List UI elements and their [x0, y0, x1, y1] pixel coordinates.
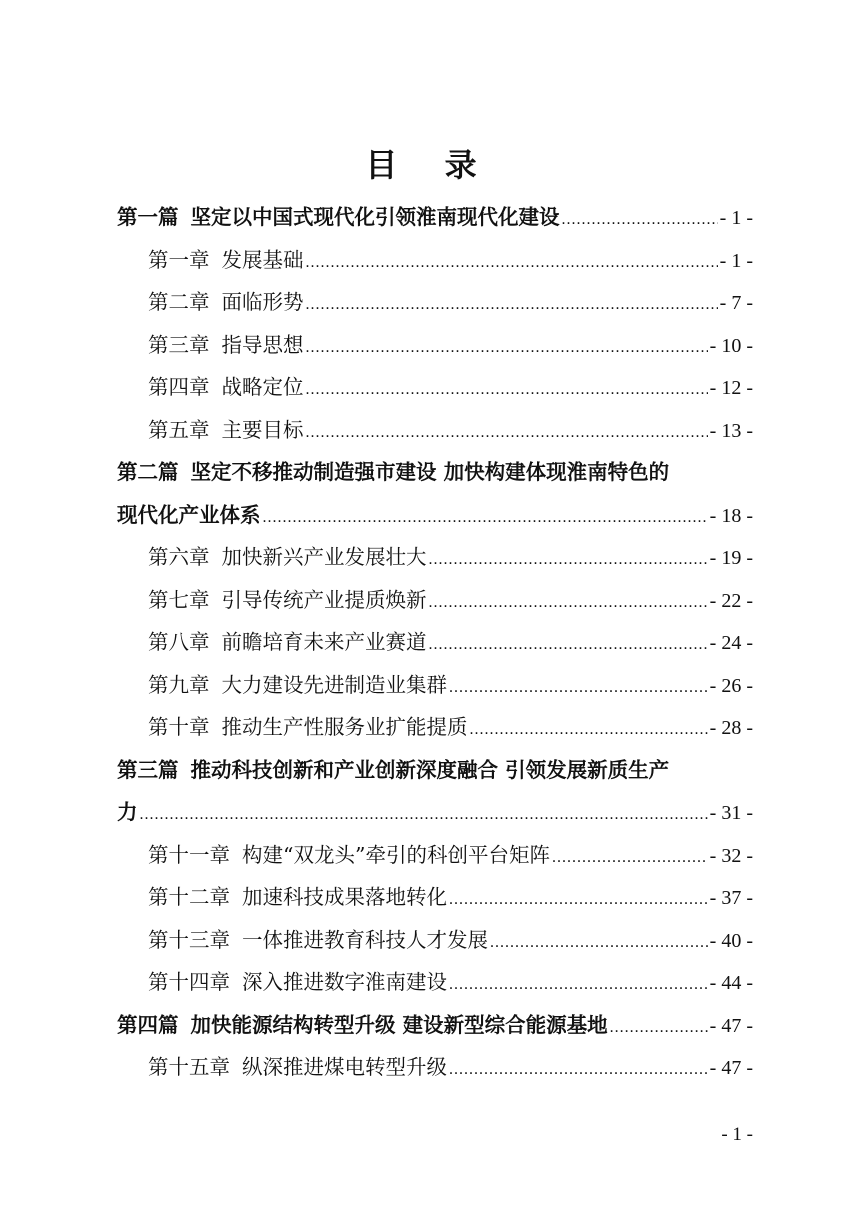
toc-part-entry[interactable]: [117, 1004, 753, 1047]
toc-chapter-entry[interactable]: [117, 706, 753, 749]
toc-chapter-entry[interactable]: [117, 1046, 753, 1089]
toc-entry-page: - 47 -: [709, 1014, 753, 1037]
toc-entry-title: 战略定位: [221, 375, 304, 399]
toc-entry-label: [117, 791, 138, 834]
toc-entry-number: 第一章: [148, 247, 210, 272]
toc-chapter-entry[interactable]: [117, 324, 753, 367]
toc-entry-title: 现代化产业体系: [117, 502, 261, 527]
toc-chapter-entry[interactable]: [117, 409, 753, 452]
toc-entry-label: [117, 1004, 608, 1047]
toc-entry-page: - 26 -: [709, 674, 753, 697]
toc-leader-dots: [306, 369, 708, 412]
toc-entry-title: 引导传统产业提质焕新: [221, 587, 427, 612]
toc-leader-dots: [306, 242, 718, 285]
toc-chapter-entry[interactable]: [117, 579, 753, 622]
toc-entry-label: [148, 834, 550, 877]
toc-entry-page: - 7 -: [719, 292, 753, 314]
toc-leader-dots: [610, 1007, 708, 1050]
toc-entry-number: 第一篇: [117, 205, 179, 229]
toc-entry-page: - 40 -: [709, 929, 753, 952]
toc-leader-dots: [552, 837, 708, 880]
toc-part-entry[interactable]: [117, 791, 753, 834]
toc-entry-title: 纵深推进煤电转型升级: [242, 1055, 447, 1079]
toc-entry-number: 第十章: [148, 715, 210, 739]
toc-chapter-entry[interactable]: [117, 366, 753, 409]
page-number: - 1 -: [721, 1124, 753, 1145]
toc-entry-title: 前瞻培育未来产业赛道: [221, 630, 427, 654]
toc-leader-dots: [306, 412, 708, 455]
toc-entry-label: [148, 876, 447, 919]
toc-chapter-entry[interactable]: [117, 281, 753, 324]
toc-entry-page: - 31 -: [709, 802, 753, 824]
toc-entry-number: 第三章: [148, 332, 210, 357]
toc-entry-title: 发展基础: [221, 247, 304, 272]
toc-entry-page: - 12 -: [709, 377, 753, 399]
toc-leader-dots: [306, 327, 708, 370]
toc-entry-number: 第二章: [148, 290, 210, 314]
toc-entry-page: - 18 -: [709, 504, 753, 527]
toc-entry-title: 推动生产性服务业扩能提质: [221, 715, 468, 739]
toc-chapter-entry[interactable]: [117, 239, 753, 282]
toc-chapter-entry[interactable]: [117, 834, 753, 877]
toc-entry-number: 第八章: [148, 630, 210, 654]
toc-leader-dots: [449, 667, 708, 710]
toc-entry-number: 第七章: [148, 587, 210, 612]
toc-entry-number: 第四篇: [117, 1012, 179, 1037]
toc-entry-label: [148, 664, 447, 707]
toc-entry-label: [117, 749, 753, 792]
toc-leader-dots: [490, 922, 708, 965]
toc-entry-label: [148, 281, 304, 324]
toc-entry-title: 加快能源结构转型升级 建设新型综合能源基地: [190, 1012, 608, 1037]
toc-entry-page: - 13 -: [709, 419, 753, 442]
toc-entry-number: 第十二章: [148, 885, 230, 909]
toc-entry-title: 指导思想: [221, 332, 304, 357]
toc-entry-number: 第二篇: [117, 460, 179, 484]
toc-entry-title: 深入推进数字淮南建设: [242, 970, 447, 994]
toc-entry-title: 构建“双龙头”牵引的科创平台矩阵: [242, 842, 550, 867]
toc-entry-number: 第三篇: [117, 757, 179, 782]
toc-entry-title: 面临形势: [221, 290, 304, 314]
toc-entry-label: [117, 494, 261, 537]
toc-chapter-entry[interactable]: [117, 876, 753, 919]
toc-entry-label: [148, 1046, 447, 1089]
toc-part-entry[interactable]: [117, 451, 753, 494]
toc-entry-page: - 1 -: [719, 207, 753, 229]
toc-entry-title: 加速科技成果落地转化: [242, 885, 447, 909]
toc-part-entry[interactable]: [117, 196, 753, 239]
toc-chapter-entry[interactable]: [117, 919, 753, 962]
toc-entry-number: 第十五章: [148, 1055, 230, 1079]
toc-leader-dots: [429, 539, 708, 582]
toc-entry-label: [148, 324, 304, 367]
toc-entry-title: 大力建设先进制造业集群: [221, 672, 447, 697]
toc-entry-page: - 19 -: [709, 547, 753, 569]
toc-leader-dots: [429, 624, 708, 667]
table-of-contents: [117, 196, 753, 1089]
toc-chapter-entry[interactable]: [117, 664, 753, 707]
toc-entry-label: [148, 536, 427, 579]
toc-chapter-entry[interactable]: [117, 621, 753, 664]
toc-entry-title: 一体推进教育科技人才发展: [242, 927, 488, 952]
toc-entry-title: 加快新兴产业发展壮大: [221, 545, 427, 569]
toc-entry-label: [148, 239, 304, 282]
toc-leader-dots: [306, 284, 718, 327]
toc-entry-page: - 1 -: [719, 249, 753, 272]
toc-entry-page: - 37 -: [709, 887, 753, 909]
toc-entry-label: [148, 366, 304, 409]
toc-entry-page: - 32 -: [709, 844, 753, 867]
toc-entry-label: [148, 961, 447, 1004]
toc-entry-number: 第九章: [148, 672, 210, 697]
toc-chapter-entry[interactable]: [117, 536, 753, 579]
toc-entry-page: - 24 -: [709, 632, 753, 654]
toc-entry-label: [148, 579, 427, 622]
toc-entry-title: 推动科技创新和产业创新深度融合 引领发展新质生产: [190, 757, 670, 782]
toc-entry-label: [148, 919, 488, 962]
toc-entry-page: - 22 -: [709, 589, 753, 612]
toc-entry-number: 第四章: [148, 375, 210, 399]
toc-leader-dots: [429, 582, 708, 625]
toc-leader-dots: [140, 794, 708, 837]
toc-entry-title: 主要目标: [221, 417, 304, 442]
toc-entry-label: [148, 621, 427, 664]
toc-entry-number: 第六章: [148, 545, 210, 569]
toc-leader-dots: [449, 1049, 708, 1092]
toc-entry-label: [117, 196, 560, 239]
toc-leader-dots: [470, 709, 708, 752]
toc-part-entry[interactable]: [117, 494, 753, 537]
toc-entry-page: - 44 -: [709, 972, 753, 994]
toc-leader-dots: [449, 964, 708, 1007]
toc-entry-title: 力: [117, 800, 138, 824]
toc-entry-title: 坚定以中国式现代化引领淮南现代化建设: [190, 205, 560, 229]
toc-entry-number: 第十三章: [148, 927, 230, 952]
page-title: 目 录: [365, 146, 495, 184]
toc-entry-number: 第十一章: [148, 842, 230, 867]
toc-leader-dots: [562, 199, 718, 242]
toc-entry-number: 第十四章: [148, 970, 230, 994]
toc-entry-page: - 47 -: [709, 1057, 753, 1079]
toc-leader-dots: [449, 879, 708, 922]
toc-entry-page: - 10 -: [709, 334, 753, 357]
toc-leader-dots: [263, 497, 708, 540]
toc-entry-number: 第五章: [148, 417, 210, 442]
toc-part-entry[interactable]: [117, 749, 753, 792]
toc-entry-label: [117, 451, 753, 494]
toc-entry-label: [148, 409, 304, 452]
toc-chapter-entry[interactable]: [117, 961, 753, 1004]
toc-entry-title: 坚定不移推动制造强市建设 加快构建体现淮南特色的: [190, 460, 670, 484]
toc-entry-label: [148, 706, 468, 749]
toc-entry-page: - 28 -: [709, 717, 753, 739]
